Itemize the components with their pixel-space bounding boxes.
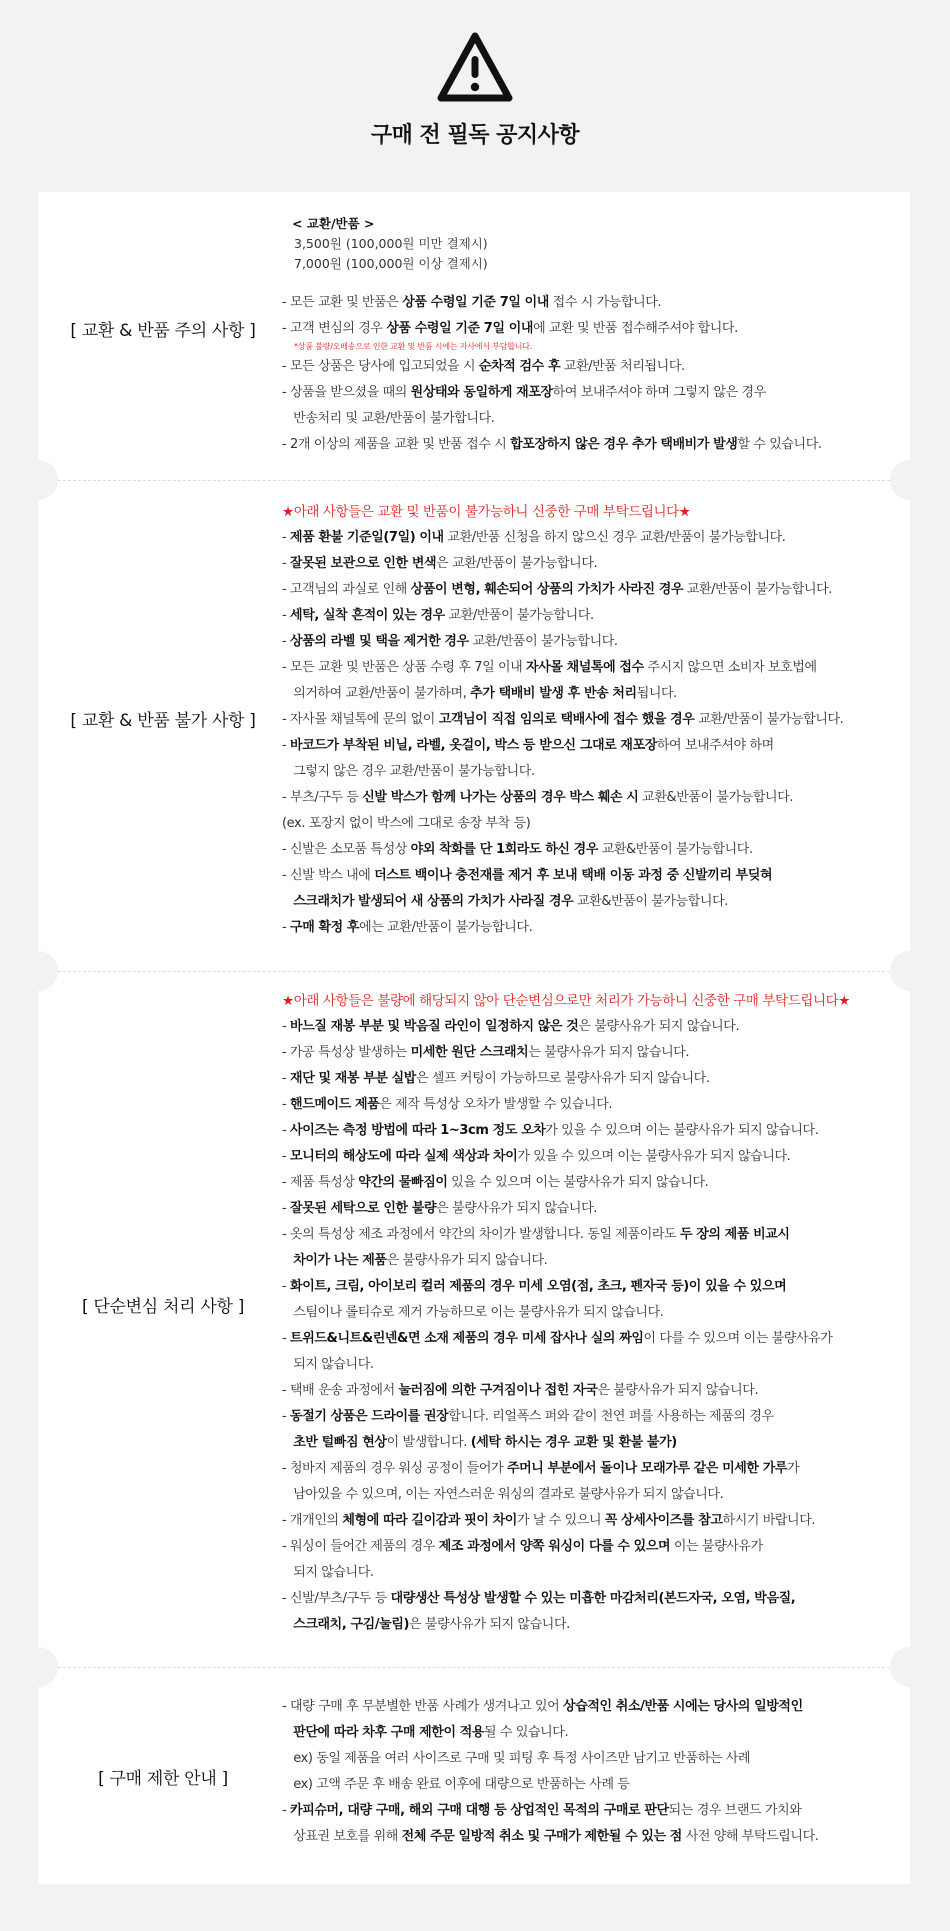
small-note: *상품 불량/오배송으로 인한 교환 및 반품 시에는 자사에서 부담합니다. [294,342,533,351]
rule-line: 스팀이나 롤티슈로 제거 가능하므로 이는 불량사유가 되지 않습니다. [282,1305,664,1320]
page-title: 구매 전 필독 공지사항 [370,123,580,148]
section-body [282,214,902,458]
fee-line: 7,000원 (100,000원 이상 결제시) [294,256,488,271]
rule-line: - 바느질 재봉 부분 및 박음질 라인이 일정하지 않은 것은 불량사유가 되지 않습니다. [282,1019,740,1034]
rule-line: - 개개인의 체형에 따라 길이감과 핏이 차이가 날 수 있으니 꼭 상세사이즈를 참고하시기 바랍니다. [282,1513,816,1528]
page-header [0,0,950,190]
section-title: [ 교환 & 반품 주의 사항 ] [70,321,256,341]
ticket-notch [18,951,58,991]
rule-line: 초반 털빠짐 현상이 발생합니다. (세탁 하시는 경우 교환 및 환불 불가) [293,1435,677,1450]
rule-line: - 모니터의 해상도에 따라 실제 색상과 차이가 있을 수 있으며 이는 불량사유가 되지 않습니다. [282,1149,791,1164]
section-title: [ 단순변심 처리 사항 ] [81,1297,245,1317]
rule-line: - 카피슈머, 대량 구매, 해외 구매 대행 등 상업적인 목적의 구매로 판단되는 경우 브랜드 가치와 [282,1803,802,1818]
rule-line: - 부츠/구두 등 신발 박스가 함께 나가는 상품의 경우 박스 훼손 시 교환&반품이 불가능합니다. [282,790,794,805]
section-exchange-not-allowed [38,481,910,971]
ticket-notch [890,951,930,991]
notice-line: ★아래 사항들은 교환 및 반품이 불가능하니 신중한 구매 부탁드립니다★ [282,504,691,520]
section-purchase-limit [38,1668,910,1884]
rule-line: - 모든 상품은 당사에 입고되었을 시 순차적 검수 후 교환/반품 처리됩니다. [282,359,685,374]
ticket-notch [18,1647,58,1687]
rule-line: - 모든 교환 및 반품은 상품 수령일 기준 7일 이내 접수 시 가능합니다. [282,295,662,310]
rule-line: - 제품 특성상 약간의 물빠짐이 있을 수 있으며 이는 불량사유가 되지 않습니다. [282,1175,709,1190]
rule-line: - 신발/부츠/구두 등 대량생산 특성상 발생할 수 있는 미흡한 마감처리(본드자국, 오염, 박음질, [282,1591,796,1606]
rule-line: - 워싱이 들어간 제품의 경우 제조 과정에서 양쪽 워싱이 다를 수 있으며 이는 불량사유가 [282,1539,763,1554]
section-body [282,499,902,941]
rule-line: 상표권 보호를 위해 전체 주문 일방적 취소 및 구매가 제한될 수 있는 점 사전 양해 부탁드립니다. [282,1829,819,1844]
ticket-notch [890,460,930,500]
rule-line: - 동절기 상품은 드라이를 권장합니다. 리얼폭스 퍼와 같이 천연 퍼를 사용하는 제품의 경우 [282,1409,774,1424]
section-simple-change [38,972,910,1662]
warning-triangle-icon [436,30,514,106]
rule-line: - 구매 확정 후에는 교환/반품이 불가능합니다. [282,920,533,935]
rule-list [282,290,902,458]
rule-line: ex) 동일 제품을 여러 사이즈로 구매 및 피팅 후 특정 사이즈만 남기고 반품하는 사례 [282,1751,751,1766]
rule-line: - 가공 특성상 발생하는 미세한 원단 스크래치는 불량사유가 되지 않습니다. [282,1045,690,1060]
rule-line: 스크래치, 구김/눌림)은 불량사유가 되지 않습니다. [293,1617,570,1632]
section-body [282,1694,902,1850]
section-title: [ 구매 제한 안내 ] [98,1769,228,1789]
rule-line: - 바코드가 부착된 비닐, 라벨, 옷걸이, 박스 등 받으신 그대로 재포장하여 보내주셔야 하며 [282,738,774,753]
rule-line: - 신발은 소모품 특성상 야외 착화를 단 1회라도 하신 경우 교환&반품이 불가능합니다. [282,842,753,857]
rule-line: - 고객님의 과실로 인해 상품이 변형, 훼손되어 상품의 가치가 사라진 경우 교환/반품이 불가능합니다. [282,582,833,597]
rule-line: - 자사몰 채널톡에 문의 없이 고객님이 직접 임의로 택배사에 접수 했을 경우 교환/반품이 불가능합니다. [282,712,844,727]
rule-line: - 화이트, 크림, 아이보리 컬러 제품의 경우 미세 오염(점, 초크, 펜자국 등)이 있을 수 있으며 [282,1279,787,1294]
rule-line: 의거하여 교환/반품이 불가하며, 추가 택배비 발생 후 반송 처리됩니다. [282,686,677,701]
section-exchange-caution [38,192,910,480]
rule-line: 반송처리 및 교환/반품이 불가합니다. [282,411,495,426]
notice-line: ★아래 사항들은 불량에 해당되지 않아 단순변심으로만 처리가 가능하니 신중한 구매 부탁드립니다★ [282,993,850,1009]
section-body [282,988,902,1638]
rule-line: - 세탁, 실착 흔적이 있는 경우 교환/반품이 불가능합니다. [282,608,594,623]
rule-line: - 잘못된 세탁으로 인한 불량은 불량사유가 되지 않습니다. [282,1201,597,1216]
rule-line: - 제품 환불 기준일(7일) 이내 교환/반품 신청을 하지 않으신 경우 교환/반품이 불가능합니다. [282,530,786,545]
rule-line: (ex. 포장지 없이 박스에 그대로 송장 부착 등) [282,816,531,831]
ticket-notch [890,1647,930,1687]
rule-line: - 고객 변심의 경우 상품 수령일 기준 7일 이내에 교환 및 반품 접수해주셔야 합니다. [282,321,738,336]
rule-line: - 옷의 특성상 제조 과정에서 약간의 차이가 발생합니다. 동일 제품이라도 두 장의 제품 비교시 [282,1227,790,1242]
rule-line: - 상품을 받으셨을 때의 원상태와 동일하게 재포장하여 보내주셔야 하며 그렇지 않은 경우 [282,385,766,400]
rule-line: 되지 않습니다. [282,1357,374,1372]
section-title: [ 교환 & 반품 불가 사항 ] [70,711,256,731]
rule-line: - 사이즈는 측정 방법에 따라 1~3cm 정도 오차가 있을 수 있으며 이는 불량사유가 되지 않습니다. [282,1123,819,1138]
rule-line: - 잘못된 보관으로 인한 변색은 교환/반품이 불가능합니다. [282,556,598,571]
rule-line: 되지 않습니다. [282,1565,374,1580]
rule-line: - 상품의 라벨 및 택을 제거한 경우 교환/반품이 불가능합니다. [282,634,618,649]
rule-line: - 재단 및 재봉 부분 실밥은 셀프 커팅이 가능하므로 불량사유가 되지 않습니다. [282,1071,710,1086]
rule-line: - 2개 이상의 제품을 교환 및 반품 접수 시 합포장하지 않은 경우 추가 택배비가 발생할 수 있습니다. [282,437,822,452]
rule-line: 남아있을 수 있으며, 이는 자연스러운 워싱의 결과로 불량사유가 되지 않습니다. [282,1487,724,1502]
rule-line: - 신발 박스 내에 더스트 백이나 충전재를 제거 후 보내 택배 이동 과정 중 신발끼리 부딪혀 [282,868,773,883]
notice-card [38,192,910,1884]
rule-list [282,1014,902,1638]
rule-line: - 트위드&니트&린넨&면 소재 제품의 경우 미세 잡사나 실의 짜임이 다를 수 있으며 이는 불량사유가 [282,1331,833,1346]
ticket-notch [18,460,58,500]
rule-line: ex) 고액 주문 후 배송 완료 이후에 대량으로 반품하는 사례 등 [282,1777,630,1792]
rule-line: - 택배 운송 과정에서 눌러짐에 의한 구겨짐이나 접힌 자국은 불량사유가 되지 않습니다. [282,1383,759,1398]
rule-line: - 청바지 제품의 경우 워싱 공정이 들어가 주머니 부분에서 돌이나 모래가루 같은 미세한 가루가 [282,1461,800,1476]
fee-line: 3,500원 (100,000원 미만 결제시) [294,236,488,251]
rule-line: 그렇지 않은 경우 교환/반품이 불가능합니다. [282,764,535,779]
rule-line: - 대량 구매 후 무분별한 반품 사례가 생겨나고 있어 상습적인 취소/반품 시에는 당사의 일방적인 [282,1699,803,1714]
fee-heading: < 교환/반품 > [292,216,375,231]
rule-line: 차이가 나는 제품은 불량사유가 되지 않습니다. [293,1253,548,1268]
rule-line: 스크래치가 발생되어 새 상품의 가치가 사라질 경우 교환&반품이 불가능합니다. [293,894,728,909]
rule-list [282,525,902,941]
rule-list [282,1694,902,1850]
rule-line: - 모든 교환 및 반품은 상품 수령 후 7일 이내 자사몰 채널톡에 접수 주시지 않으면 소비자 보호법에 [282,660,817,675]
rule-line: 판단에 따라 차후 구매 제한이 적용될 수 있습니다. [293,1725,569,1740]
rule-line: - 핸드메이드 제품은 제작 특성상 오차가 발생할 수 있습니다. [282,1097,613,1112]
